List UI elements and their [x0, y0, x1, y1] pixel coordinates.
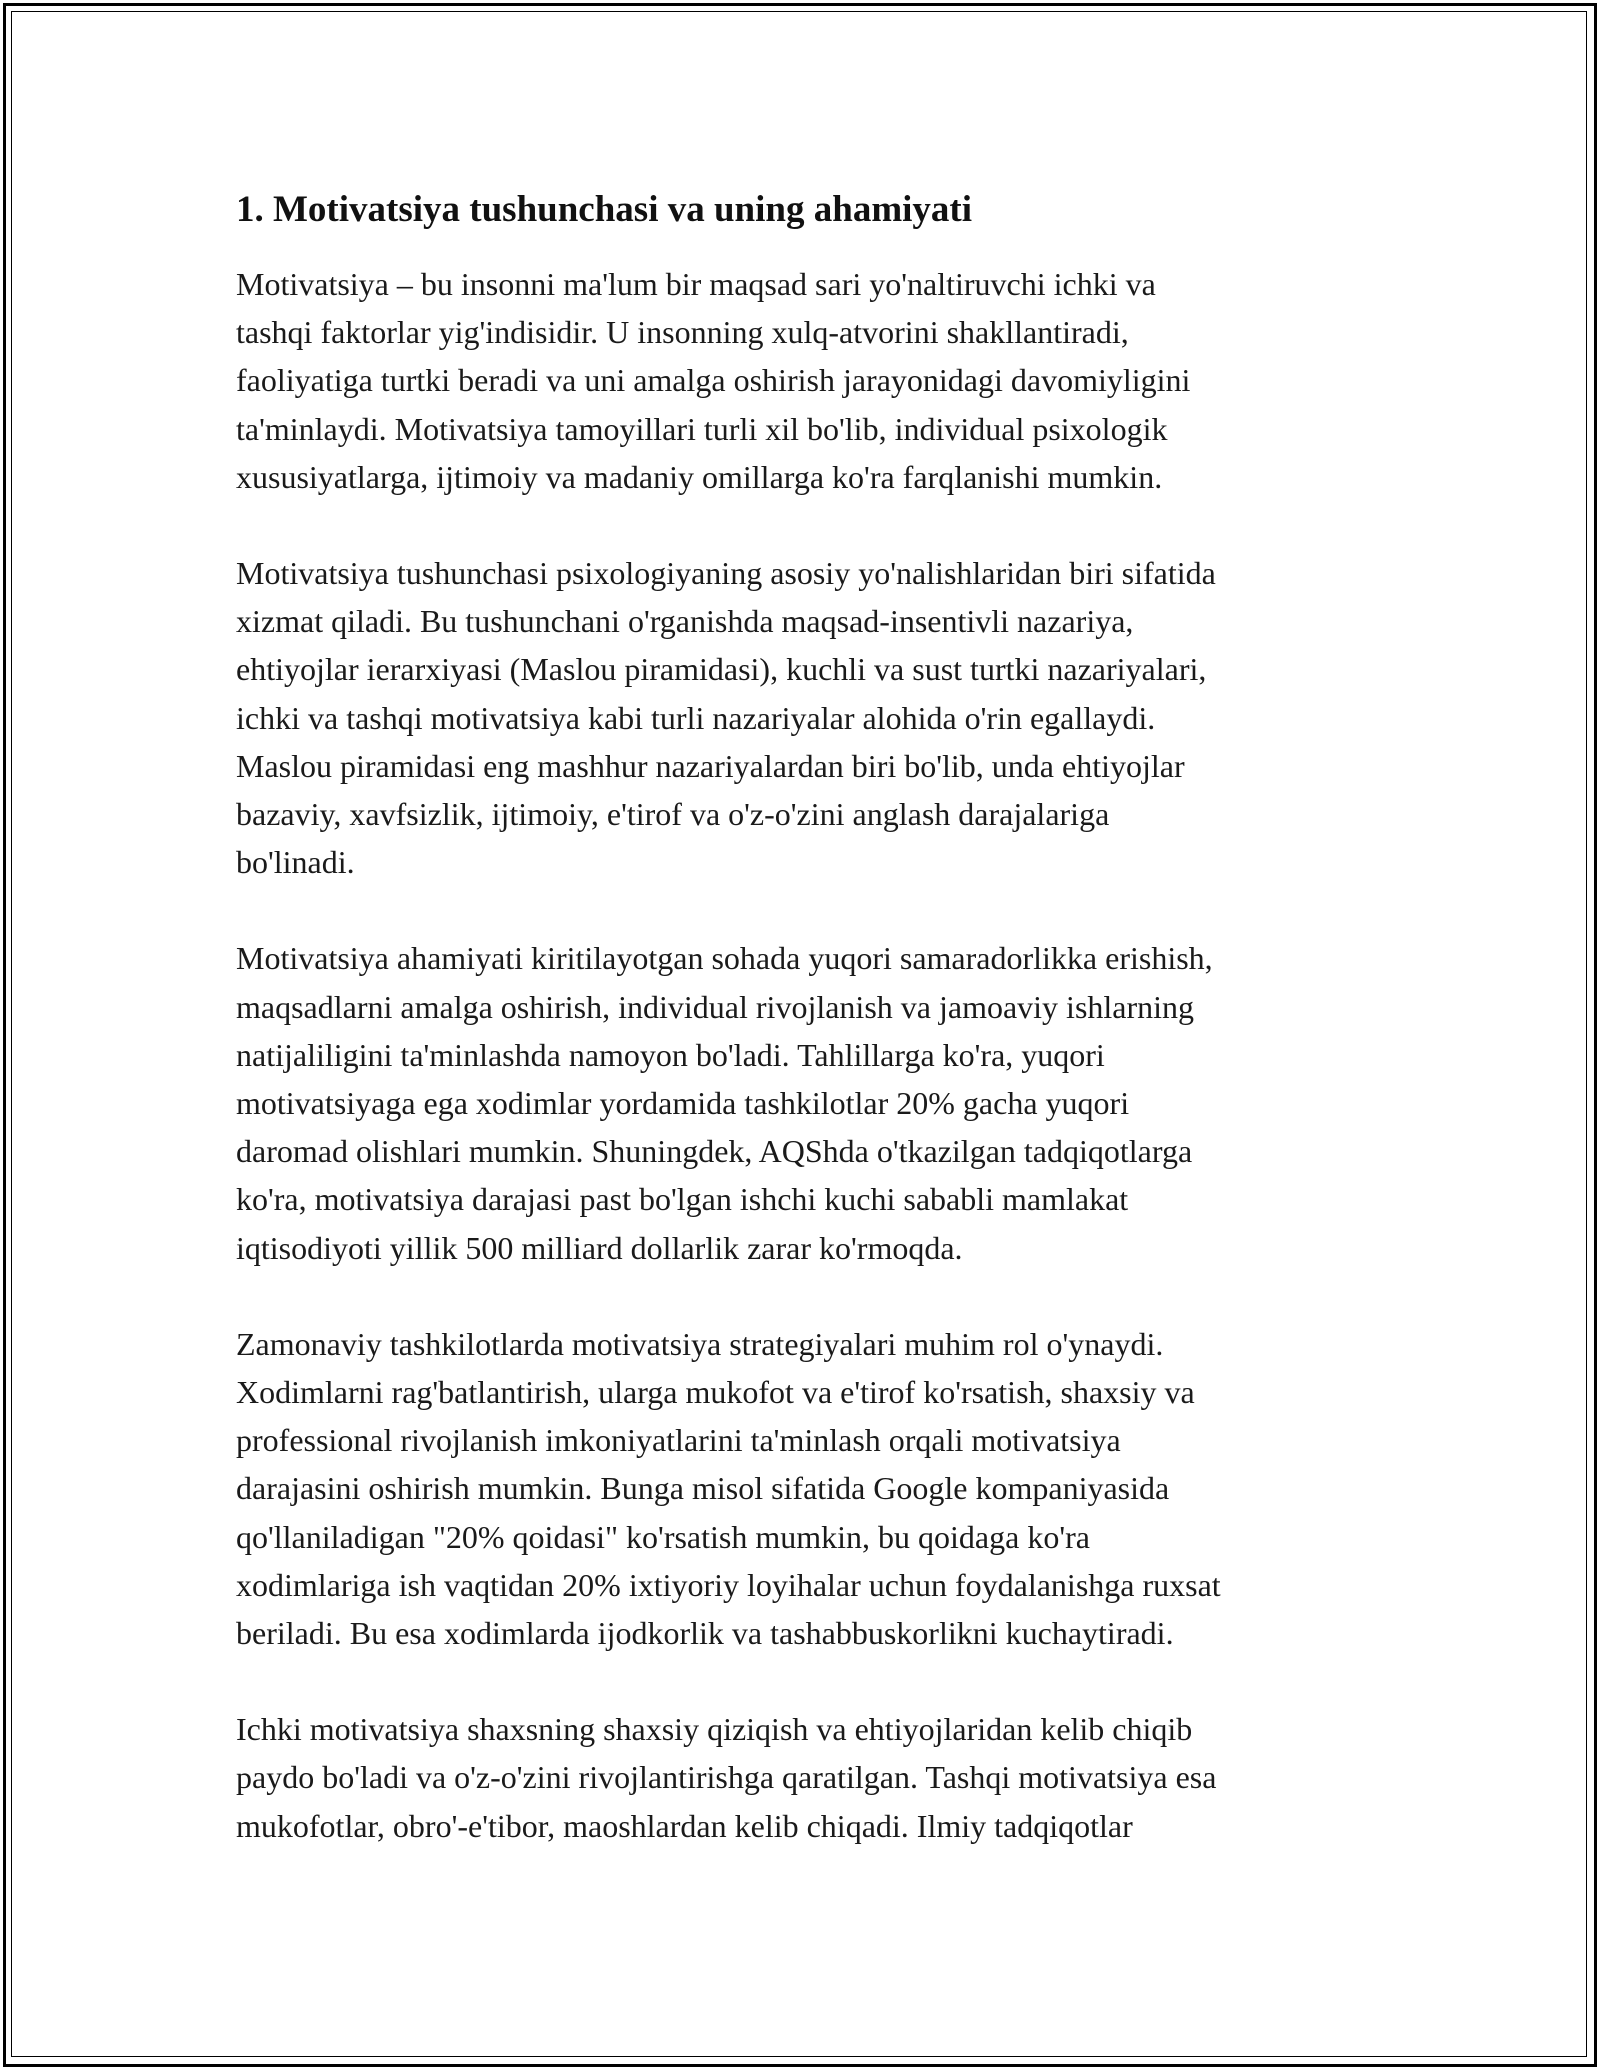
paragraph-1: Motivatsiya – bu insonni ma'lum bir maqsad sari yo'naltiruvchi ichki va tashqi faktorlar yig'indisidir. U insonning xulq-atvorini shakllantiradi, faoliyatiga turtki beradi va uni amalga oshirish jarayonidagi davomiyligini ta'minlaydi. Motivatsiya tamoyillari turli xil bo'lib, individual psixologik xususiyatlarga, ijtimoiy va madaniy omillarga ko'ra farqlanishi mumkin.	[236, 266, 1191, 495]
paragraph-4: Zamonaviy tashkilotlarda motivatsiya strategiyalari muhim rol o'ynaydi. Xodimlarni rag'batlantirish, ularga mukofot va e'tirof ko'rsatish, shaxsiy va professional rivojlanish imkoniyatlarini ta'minlash orqali motivatsiya darajasini oshirish mumkin. Bunga misol sifatida Google kompaniyasida qo'llaniladigan "20% qoidasi" ko'rsatish mumkin, bu qoidaga ko'ra xodimlariga ish vaqtidan 20% ixtiyoriy loyihalar uchun foydalanishga ruxsat beriladi. Bu esa xodimlarda ijodkorlik va tashabbuskorlikni kuchaytiradi.	[236, 1325, 1221, 1652]
paragraph-3: Motivatsiya ahamiyati kiritilayotgan sohada yuqori samaradorlikka erishish, maqsadlarni amalga oshirish, individual rivojlanish va jamoaviy ishlarning natijaliligini ta'minlashda namoyon bo'ladi. Tahlillarga ko'ra, yuqori motivatsiyaga ega xodimlar yordamida tashkilotlar 20% gacha yuqori daromad olishlari mumkin. Shuningdek, AQShda o'tkazilgan tadqiqotlarga ko'ra, motivatsiya darajasi past bo'lgan ishchi kuchi sababli mamlakat iqtisodiyoti yillik 500 milliard dollarlik zarar ko'rmoqda.	[236, 940, 1213, 1266]
document-body	[236, 188, 1376, 1898]
section-heading: 1. Motivatsiya tushunchasi va uning ahamiyati	[236, 189, 973, 230]
paragraph-2: Motivatsiya tushunchasi psixologiyaning asosiy yo'nalishlaridan biri sifatida xizmat qiladi. Bu tushunchani o'rganishda maqsad-insentivli nazariya, ehtiyojlar ierarxiyasi (Maslou piramidasi), kuchli va sust turtki nazariyalari, ichki va tashqi motivatsiya kabi turli nazariyalar alohida o'rin egallaydi. Maslou piramidasi eng mashhur nazariyalardan biri bo'lib, unda ehtiyojlar bazaviy, xavfsizlik, ijtimoiy, e'tirof va o'z-o'zini anglash darajalariga bo'linadi.	[236, 555, 1216, 881]
paragraph-5: Ichki motivatsiya shaxsning shaxsiy qiziqish va ehtiyojlaridan kelib chiqib paydo bo'ladi va o'z-o'zini rivojlantirishga qaratilgan. Tashqi motivatsiya esa mukofotlar, obro'-e'tibor, maoshlardan kelib chiqadi. Ilmiy tadqiqotlar	[236, 1711, 1217, 1844]
